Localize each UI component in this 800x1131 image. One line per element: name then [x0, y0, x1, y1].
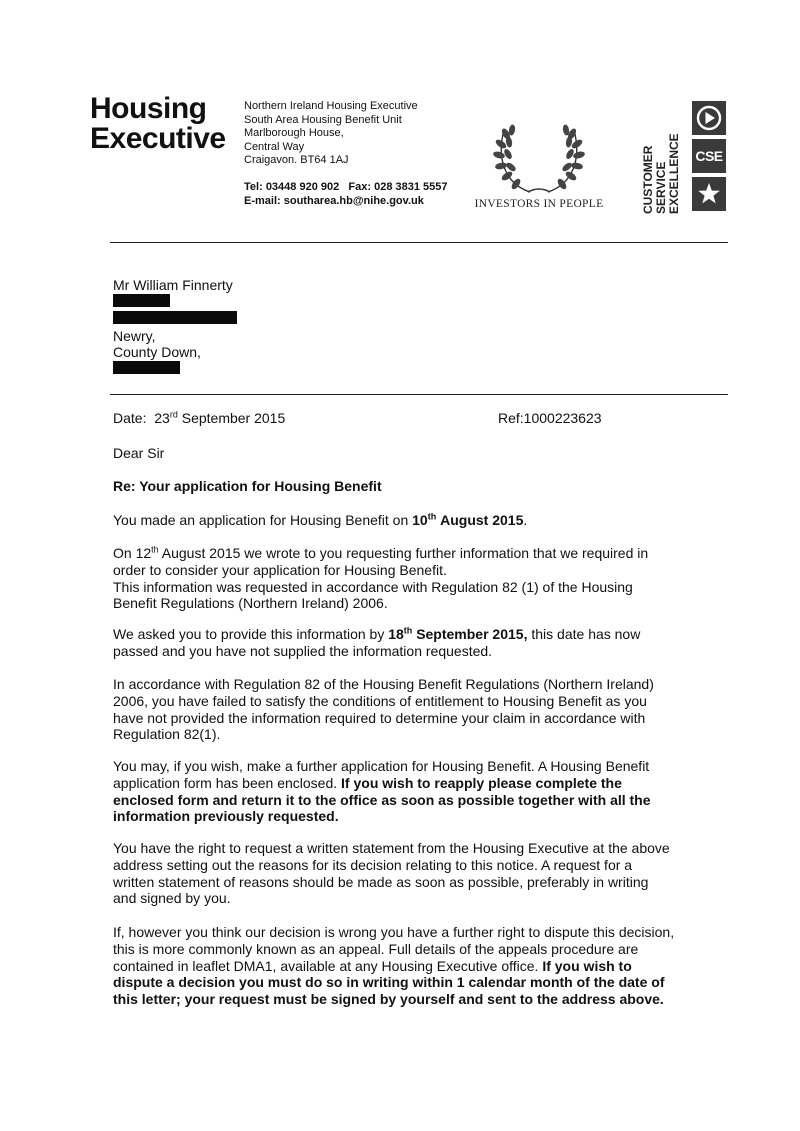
p3-suffix: th	[403, 625, 413, 636]
tel-value: 03448 920 902	[265, 181, 340, 193]
p5-line-3: enclosed form and return it to the office as soon as possible together with all the	[113, 791, 651, 808]
sender-address	[244, 100, 418, 168]
logo-line-2: Executive	[90, 122, 226, 155]
p5-line-4: information previously requested.	[113, 808, 339, 825]
paragraph-5	[113, 758, 651, 825]
address-line: South Area Housing Benefit Unit	[244, 113, 402, 126]
fax-label: Fax:	[348, 181, 372, 193]
p6-line-4: and signed by you.	[113, 890, 231, 907]
p2-line-4: Benefit Regulations (Northern Ireland) 2006.	[113, 595, 388, 612]
p5-l2-b: If you wish to reapply please complete the	[341, 774, 622, 791]
p4-line-3: have not provided the information required to determine your claim in accordance with	[113, 709, 646, 726]
play-badge	[692, 101, 726, 135]
email-value: southarea.hb@nihe.gov.uk	[283, 194, 424, 207]
address-line: Northern Ireland Housing Executive	[244, 100, 418, 112]
p6-line-3: written statement of reasons should be made as soon as possible, preferably in writing	[113, 873, 649, 890]
date-day: 23	[154, 410, 170, 426]
recipient-county: County Down,	[113, 344, 201, 360]
p7-line-3	[113, 958, 674, 975]
p4-line-2: 2006, you have failed to satisfy the conditions of entitlement to Housing Benefit as you	[113, 692, 647, 709]
subject-line: Re: Your application for Housing Benefit	[113, 478, 382, 494]
address-line: Craigavon. BT64 1AJ	[244, 154, 349, 167]
p7-l3-b: If you wish to	[542, 957, 632, 974]
p4-line-4: Regulation 82(1).	[113, 726, 221, 743]
p1-day: 10	[412, 512, 428, 528]
fax-value: 028 3831 5557	[374, 181, 448, 193]
paragraph-3	[113, 626, 640, 660]
investors-in-people-caption: INVESTORS IN PEOPLE	[474, 198, 604, 210]
p5-l2-a: application form has been enclosed.	[113, 774, 342, 791]
cse-badge-label: CSE	[695, 148, 723, 164]
p2-l1-sup: th	[151, 544, 159, 555]
investors-in-people-logo	[468, 112, 610, 216]
play-icon	[692, 101, 726, 135]
p2-l1-a: On 12	[113, 545, 152, 561]
cse-word: CUSTOMER	[641, 145, 655, 214]
p6-line-1: You have the right to request a written statement from the Housing Executive at the above	[113, 840, 670, 856]
p1-suffix: th	[427, 511, 437, 522]
address-line: Marlborough House,	[244, 127, 344, 140]
cse-word: EXCELLENCE	[667, 133, 681, 214]
p3-day: 18	[388, 626, 404, 642]
redacted-address-line-1	[113, 294, 170, 307]
p7-l3-a: contained in leaflet DMA1, available at any Housing Executive office.	[113, 957, 543, 974]
email-label: E-mail:	[244, 194, 281, 207]
customer-service-excellence-text	[640, 130, 686, 214]
paragraph-1	[113, 512, 527, 529]
p1-text: You made an application for Housing Benefit on	[113, 512, 413, 528]
recipient-town: Newry,	[113, 328, 156, 344]
p3-line-2: passed and you have not supplied the information requested.	[113, 642, 493, 659]
p3-line-1	[113, 626, 640, 643]
laurel-wreath-icon	[468, 112, 610, 198]
logo-line-1: Housing	[90, 92, 207, 125]
redacted-address-line-2	[113, 311, 237, 324]
p2-line-1	[113, 545, 648, 562]
paragraph-4	[113, 676, 654, 743]
p1-date-rest: August 2015	[440, 512, 524, 528]
recipient-divider	[110, 394, 728, 395]
p1-end: .	[523, 512, 528, 528]
reference-number: Ref:1000223623	[498, 410, 602, 426]
address-line: Central Way	[244, 140, 305, 153]
paragraph-2	[113, 545, 648, 612]
redacted-postcode	[113, 361, 180, 374]
p3-l1-b: this date has now	[527, 626, 641, 642]
paragraph-7	[113, 924, 674, 1008]
header-divider	[110, 242, 728, 243]
sender-contact	[244, 181, 448, 208]
p5-line-2	[113, 775, 651, 792]
paragraph-6	[113, 840, 670, 907]
p3-l1-a: We asked you to provide this information by	[113, 626, 389, 642]
recipient-name: Mr William Finnerty	[113, 277, 233, 293]
p7-line-4: dispute a decision you must do so in writing within 1 calendar month of the date of	[113, 974, 665, 991]
star-icon	[692, 177, 726, 211]
p7-line-1: If, however you think our decision is wrong you have a further right to dispute this decision,	[113, 924, 675, 940]
salutation: Dear Sir	[113, 445, 165, 461]
phone-fax-line	[244, 181, 448, 195]
cse-badge	[692, 139, 726, 173]
p7-line-5: this letter; your request must be signed by yourself and sent to the address above.	[113, 991, 664, 1008]
p7-line-2: this is more commonly known as an appeal. Full details of the appeals procedure are	[113, 940, 639, 957]
p2-line-2: order to consider your application for Housing Benefit.	[113, 561, 447, 578]
date-rest: September 2015	[181, 410, 286, 426]
letter-date	[113, 410, 285, 427]
cse-word: SERVICE	[654, 161, 668, 214]
tel-label: Tel:	[244, 181, 263, 193]
cse-badge-stack	[692, 101, 728, 215]
email-line	[244, 195, 448, 209]
p4-line-1: In accordance with Regulation 82 of the Housing Benefit Regulations (Northern Ireland)	[113, 676, 654, 692]
date-label: Date:	[113, 410, 147, 426]
housing-executive-logo	[90, 94, 226, 154]
p2-l1-b: August 2015 we wrote to you requesting further information that we required in	[158, 545, 649, 561]
p6-line-2: address setting out the reasons for its decision relating to this notice. A request for a	[113, 856, 633, 873]
p2-line-3: This information was requested in accordance with Regulation 82 (1) of the Housing	[113, 578, 633, 595]
p3-date-rest: September 2015,	[416, 626, 528, 642]
date-suffix: rd	[169, 409, 178, 420]
p5-line-1: You may, if you wish, make a further application for Housing Benefit. A Housing Benefit	[113, 758, 650, 774]
star-badge	[692, 177, 726, 211]
